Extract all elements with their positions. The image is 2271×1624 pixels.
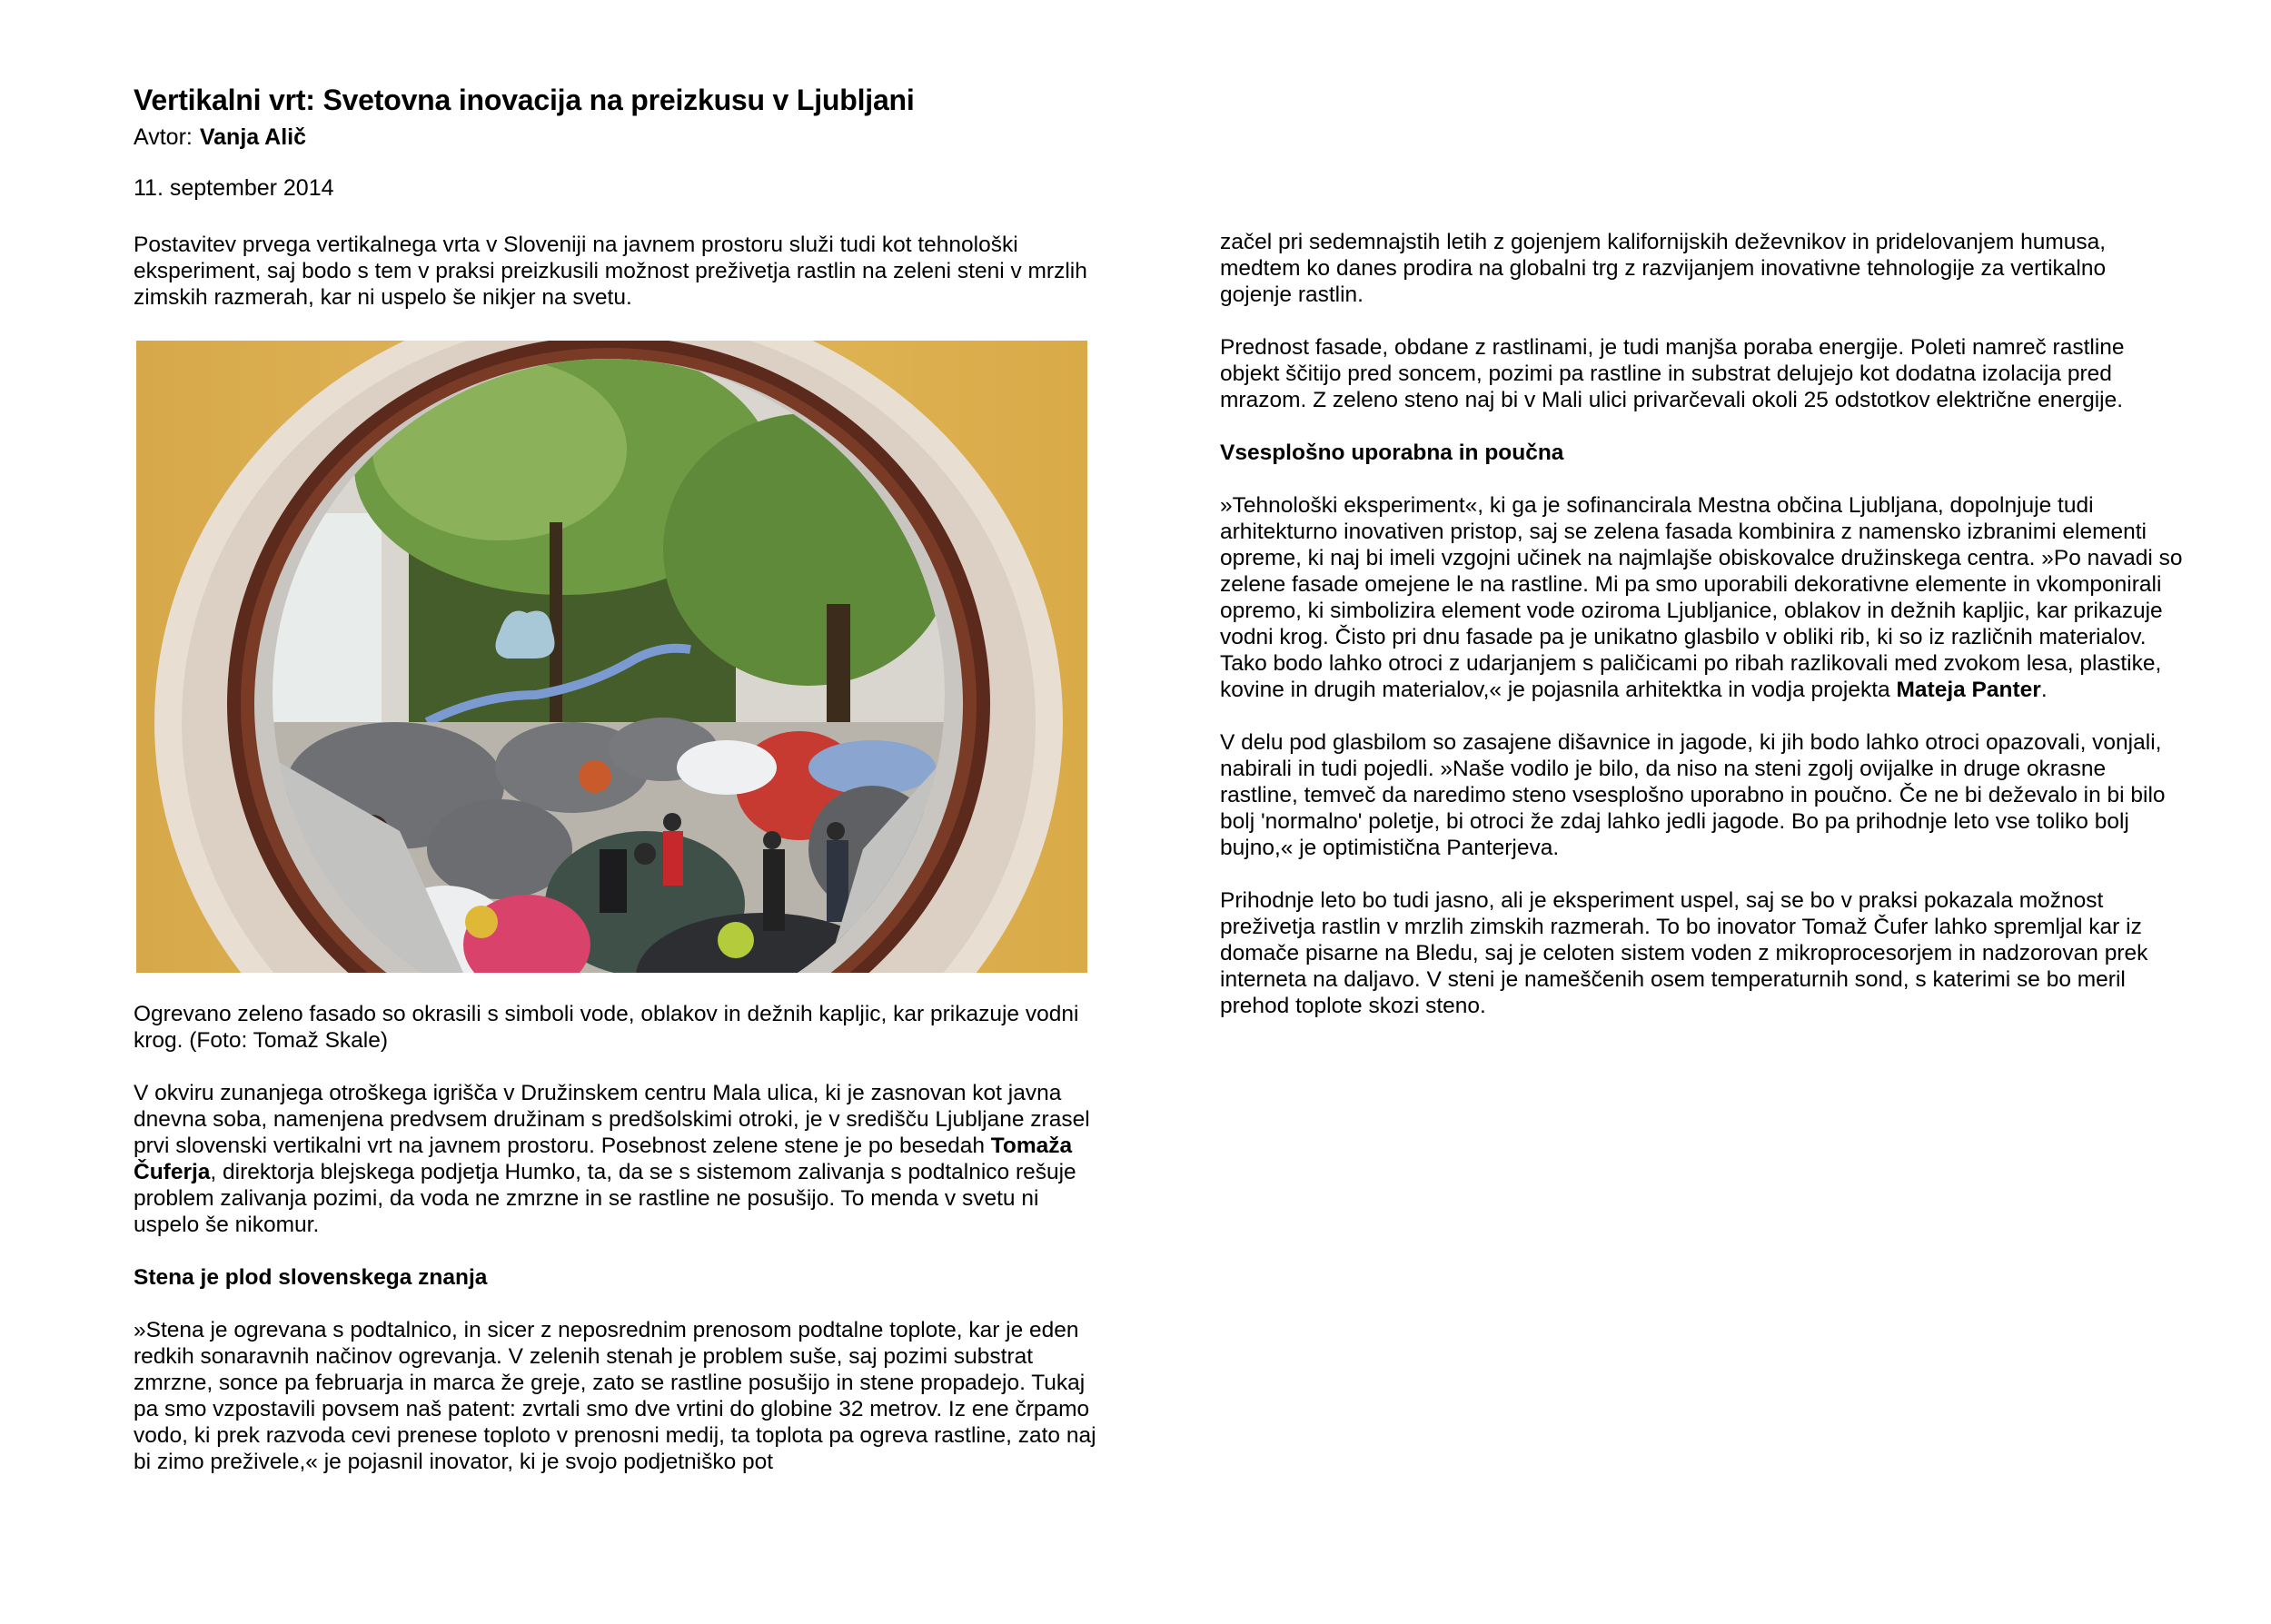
paragraph-2: »Stena je ogrevana s podtalnico, in sicer z neposrednim prenosom podtalne toplote, kar je eden redkih sonaravnih načinov ogrevanja. V zelenih stenah je problem suše, saj pozimi substrat zmrzne, sonce pa februarja in marca že greje, zato se rastline posušijo in stene propadejo. Tukaj pa smo vzpostavili povsem naš patent: zvrtali smo dve vrtini do globine 32 metrov. Iz ene črpamo vodo, ki prek razvoda cevi prenese toploto v prenosni medij, ta toplota pa ogreva rastline, zato naj bi zimo preživele,« je pojasnil inovator, ki je svojo podjetniško pot: [134, 1318, 1096, 1474]
paragraph-1: [134, 1080, 1096, 1238]
article-photo: [136, 341, 1087, 973]
lead-paragraph-block: [134, 232, 1096, 337]
left-column-body: [134, 1001, 1096, 1501]
paragraph-3: začel pri sedemnajstih letih z gojenjem kalifornijskih deževnikov in pridelovanjem humusa, medtem ko danes prodira na globalni trg z razvijanjem inovativne tehnologije za vertikalno gojenje rastlin.: [1220, 230, 2107, 307]
round-window-photo-illustration: [136, 341, 1087, 973]
author-label: Avtor:: [134, 124, 193, 150]
paragraph-5-text-a: »Tehnološki eksperiment«, ki ga je sofinancirala Mestna občina Ljubljana, dopolnjuje tudi arhitekturno inovativen pristop, saj se zelena fasada kombinira z namensko izbranimi elementi opreme, ki naj bi imeli vzgojni učinek na najmlajše obiskovalce družinskega centra. »Po navadi so zelene fasade omejene le na rastline. Mi pa smo uporabili dekorativne elemente in vkomponirali opremo, ki simbolizira element vode oziroma Ljubljanice, oblakov in dežnih kapljic, kar prikazuje vodni krog. Čisto pri dnu fasade pa je unikatno glasbilo v obliki rib, ki so iz različnih materialov. Tako bodo lahko otroci z udarjanjem s paličicami po ribah razlikovali med zvokom lesa, plastike, kovine in drugih materialov,« je pojasnila arhitektka in vodja projekta: [1220, 493, 2183, 702]
article-title: Vertikalni vrt: Svetovna inovacija na preizkusu v Ljubljani: [134, 84, 915, 116]
paragraph-5: [1220, 492, 2183, 703]
paragraph-1-text-b: , direktorja blejskega podjetja Humko, ta, da se s sistemom zalivanja s podtalnico rešuje problem zalivanja pozimi, da voda ne zmrzne in se rastline ne posušijo. To menda v svetu ni uspelo še nikomur.: [134, 1160, 1076, 1237]
paragraph-1-text-a: V okviru zunanjega otroškega igrišča v Družinskem centru Mala ulica, ki je zasnovan kot javna dnevna soba, namenjena predvsem družinam s predšolskimi otroki, je v središču Ljubljane zrasel prvi slovenski vertikalni vrt na javnem prostoru. Posebnost zelene stene je po besedah: [134, 1081, 1090, 1158]
paragraph-4: Prednost fasade, obdane z rastlinami, je tudi manjša poraba energije. Poleti namreč rastline objekt ščitijo pred soncem, pozimi pa rastline in substrat delujejo kot dodatna izolacija pred mrazom. Z zeleno steno naj bi v Mali ulici privarčevali okoli 25 odstotkov električne energije.: [1220, 335, 2125, 412]
subheading-1: Stena je plod slovenskega znanja: [134, 1265, 488, 1290]
person-name-cufer: Tomaža Čuferja: [134, 1134, 1073, 1184]
person-name-panter: Mateja Panter: [1896, 678, 2041, 702]
author-name: Vanja Alič: [199, 124, 307, 150]
publish-date: 11. september 2014: [134, 175, 334, 201]
lead-paragraph: Postavitev prvega vertikalnega vrta v Sloveniji na javnem prostoru služi tudi kot tehnološki eksperiment, saj bodo s tem v praksi preizkusili možnost preživetja rastlin na zeleni steni v mrzlih zimskih razmerah, kar ni uspelo še nikjer na svetu.: [134, 233, 1087, 310]
paragraph-5-text-b: .: [2040, 678, 2048, 702]
subheading-2: Vsesplošno uporabna in poučna: [1220, 441, 1564, 465]
photo-caption: Ogrevano zeleno fasado so okrasili s simboli vode, oblakov in dežnih kapljic, kar prikazuje vodni krog. (Foto: Tomaž Skale): [134, 1002, 1079, 1053]
author-line: [134, 124, 306, 151]
paragraph-7: Prihodnje leto bo tudi jasno, ali je eksperiment uspel, saj se bo v praksi pokazala možnost preživetja rastlin v mrzlih zimskih razmerah. To bo inovator Tomaž Čufer lahko spremljal kar iz domače pisarne na Bledu, saj je celoten sistem voden z mikroprocesorjem in nadzorovan prek interneta na daljavo. V steni je nameščenih osem temperaturnih sond, s katerimi se bo meril prehod toplote skozi steno.: [1220, 888, 2148, 1018]
right-column-body: [1220, 229, 2183, 1045]
paragraph-6: V delu pod glasbilom so zasajene dišavnice in jagode, ki jih bodo lahko otroci opazovali, vonjali, nabirali in tudi pojedli. »Naše vodilo je bilo, da niso na steni zgolj ovijalke in druge okrasne rastline, temveč da naredimo steno vsesplošno uporabno in poučno. Če ne bi deževalo in bi bilo bolj 'normalno' poletje, bi otroci že zdaj lahko jedli jagode. Bo pa prihodnje leto vse toliko bolj bujno,« je optimistična Panterjeva.: [1220, 730, 2166, 860]
